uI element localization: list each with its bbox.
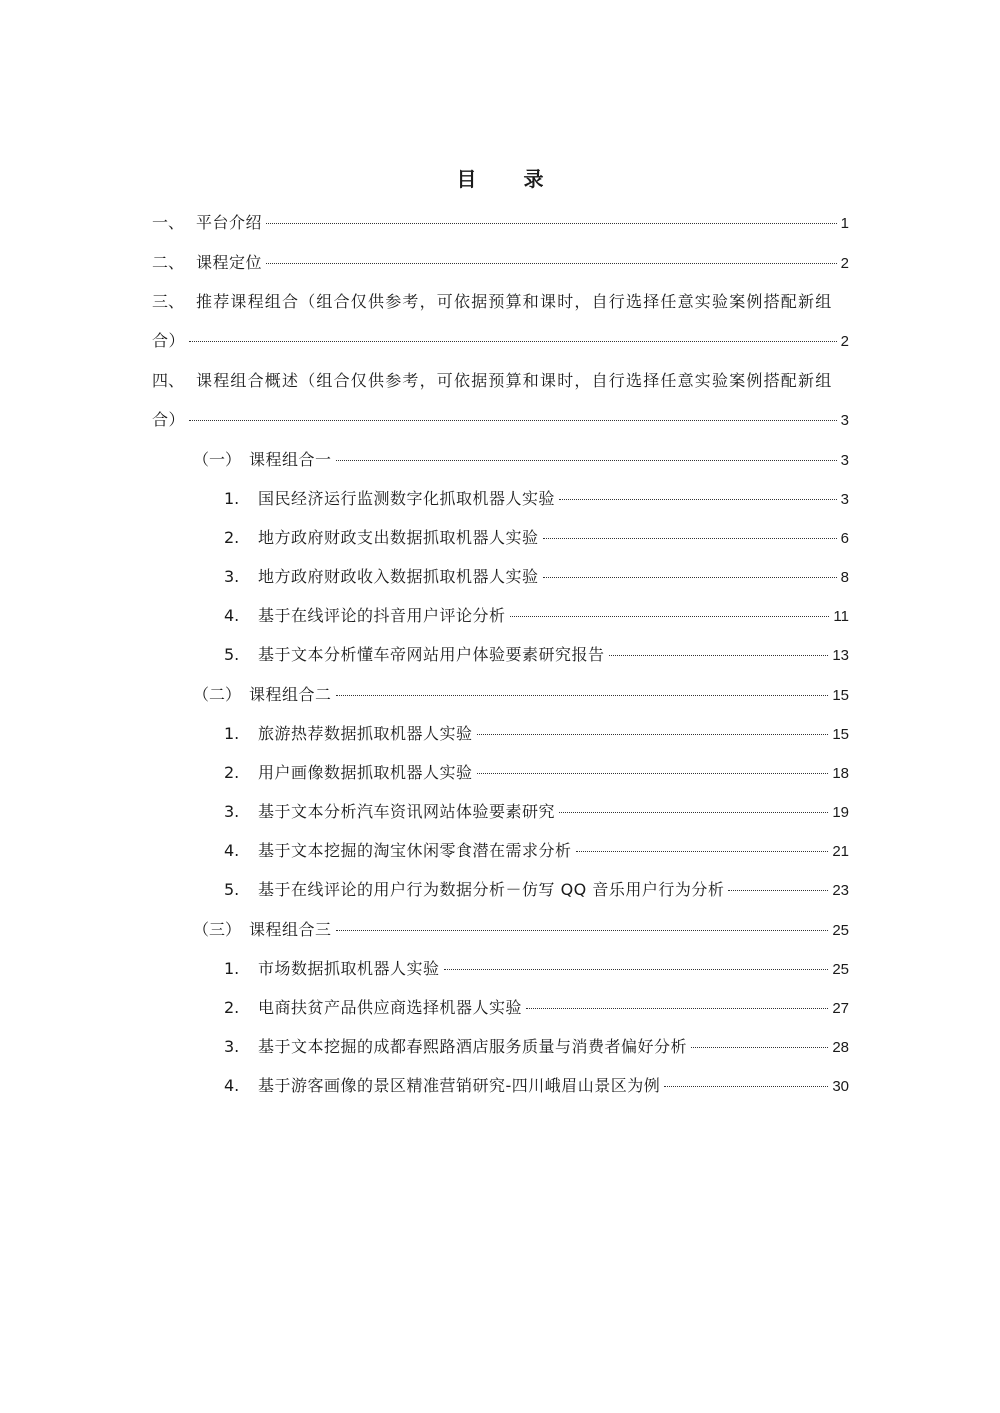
dot-leader	[336, 695, 829, 696]
toc-entry[interactable]	[224, 997, 849, 1019]
toc-entry-text: 基于在线评论的用户行为数据分析－仿写 QQ 音乐用户行为分析	[258, 880, 725, 899]
toc-entry-page: 15	[832, 726, 849, 743]
toc-entry-number: 4.	[224, 841, 240, 860]
toc-entry-number: 3.	[224, 567, 240, 586]
toc-entry[interactable]	[193, 684, 849, 706]
dot-leader	[336, 930, 829, 931]
toc-entry-page: 25	[832, 922, 849, 939]
toc-entry-page: 28	[832, 1039, 849, 1056]
dot-leader	[543, 538, 837, 539]
dot-leader	[664, 1086, 828, 1087]
toc-entry-first-line[interactable]	[152, 370, 849, 392]
toc-entry-text: 市场数据抓取机器人实验	[258, 959, 440, 978]
dot-leader	[266, 263, 837, 264]
toc-entry-number: （一）	[193, 450, 242, 469]
toc-entry-page: 21	[832, 843, 849, 860]
toc-entry-text: 基于文本挖掘的淘宝休闲零食潜在需求分析	[258, 841, 572, 860]
toc-entry-text: 课程组合二	[249, 685, 332, 704]
toc-entry-text: 平台介绍	[196, 213, 263, 232]
toc-entry[interactable]	[224, 801, 849, 823]
dot-leader	[477, 734, 829, 735]
toc-entry-text: 合）	[152, 410, 186, 429]
toc-entry-page: 3	[840, 412, 849, 429]
dot-leader	[576, 851, 829, 852]
toc-entry[interactable]	[193, 919, 849, 941]
toc-entry-number: 2.	[224, 998, 240, 1017]
toc-entry-text: 基于在线评论的抖音用户评论分析	[258, 606, 506, 625]
toc-entry-number: 3.	[224, 802, 240, 821]
dot-leader	[189, 420, 837, 421]
toc-entry-number: 1.	[224, 959, 240, 978]
toc-entry-page: 30	[832, 1078, 849, 1095]
toc-entry-text: 基于文本分析懂车帝网站用户体验要素研究报告	[258, 645, 605, 664]
dot-leader	[189, 341, 837, 342]
toc-entry-page: 8	[840, 569, 849, 586]
toc-entry-second-line[interactable]	[152, 330, 849, 352]
toc-entry-text: 基于游客画像的景区精准营销研究-四川峨眉山景区为例	[258, 1076, 661, 1095]
toc-entry-text: 基于文本挖掘的成都春熙路酒店服务质量与消费者偏好分析	[258, 1037, 688, 1056]
toc-entry-text: 课程组合概述（组合仅供参考，可依据预算和课时，自行选择任意实验案例搭配新组	[196, 371, 833, 390]
toc-entry-second-line[interactable]	[152, 409, 849, 431]
toc-entry[interactable]	[224, 566, 849, 588]
dot-leader	[477, 773, 829, 774]
toc-entry-number: 4.	[224, 1076, 240, 1095]
toc-entry[interactable]	[224, 1036, 849, 1058]
toc-entry-number: （二）	[193, 685, 242, 704]
dot-leader	[510, 616, 830, 617]
toc-entry[interactable]	[224, 958, 849, 980]
toc-entry[interactable]	[224, 762, 849, 784]
toc-entry-number: 1.	[224, 489, 240, 508]
toc-entry-number: 5.	[224, 645, 240, 664]
toc-entry-first-line[interactable]	[152, 291, 849, 313]
toc-entry-page: 6	[840, 530, 849, 547]
toc-entry-text: 旅游热荐数据抓取机器人实验	[258, 724, 473, 743]
toc-entry-page: 1	[840, 215, 849, 232]
toc-entry-number: 3.	[224, 1037, 240, 1056]
toc-entry-page: 3	[840, 491, 849, 508]
toc-entry-number: 三、	[152, 292, 185, 311]
toc-entry-page: 13	[832, 647, 849, 664]
toc-entry-number: 二、	[152, 253, 185, 272]
toc-entry-page: 23	[832, 882, 849, 899]
toc-entry-page: 11	[833, 608, 849, 625]
toc-entry-page: 2	[840, 255, 849, 272]
toc-entry[interactable]	[224, 488, 849, 510]
dot-leader	[336, 460, 837, 461]
toc-entry-page: 2	[840, 333, 849, 350]
toc-entry-number: 5.	[224, 880, 240, 899]
dot-leader	[266, 223, 837, 224]
toc-entry-text: 课程组合一	[249, 450, 332, 469]
toc-entry[interactable]	[224, 644, 849, 666]
toc-entry-text: 课程定位	[196, 253, 263, 272]
toc-entry[interactable]	[224, 605, 849, 627]
toc-entry[interactable]	[224, 840, 849, 862]
toc-entry[interactable]	[152, 212, 849, 234]
toc-entry-page: 3	[840, 452, 849, 469]
toc-entry-number: （三）	[193, 920, 242, 939]
toc-entry-page: 18	[832, 765, 849, 782]
toc-entry-text: 电商扶贫产品供应商选择机器人实验	[258, 998, 523, 1017]
dot-leader	[526, 1008, 828, 1009]
dot-leader	[559, 812, 828, 813]
toc-entry-text: 国民经济运行监测数字化抓取机器人实验	[258, 489, 556, 508]
dot-leader	[609, 655, 829, 656]
toc-entry-text: 地方政府财政支出数据抓取机器人实验	[258, 528, 539, 547]
toc-title: 目 录	[456, 167, 564, 191]
toc-entry-text: 地方政府财政收入数据抓取机器人实验	[258, 567, 539, 586]
toc-entry-text: 推荐课程组合（组合仅供参考，可依据预算和课时，自行选择任意实验案例搭配新组	[196, 292, 833, 311]
toc-entry-number: 一、	[152, 213, 185, 232]
toc-entry[interactable]	[224, 1075, 849, 1097]
toc-entry-text: 课程组合三	[249, 920, 332, 939]
toc-entry[interactable]	[224, 879, 849, 901]
toc-entry-page: 25	[832, 961, 849, 978]
toc-entry-number: 4.	[224, 606, 240, 625]
toc-entry-page: 15	[832, 687, 849, 704]
toc-entry-page: 19	[832, 804, 849, 821]
dot-leader	[691, 1047, 828, 1048]
toc-entry[interactable]	[224, 527, 849, 549]
toc-entry-number: 1.	[224, 724, 240, 743]
toc-entry-text: 合）	[152, 331, 186, 350]
toc-entry[interactable]	[224, 723, 849, 745]
toc-entry-text: 用户画像数据抓取机器人实验	[258, 763, 473, 782]
toc-entry[interactable]	[152, 252, 849, 274]
dot-leader	[728, 890, 828, 891]
toc-entry-number: 2.	[224, 763, 240, 782]
dot-leader	[444, 969, 829, 970]
dot-leader	[559, 499, 837, 500]
toc-entry-number: 2.	[224, 528, 240, 547]
toc-entry-number: 四、	[152, 371, 185, 390]
toc-entry-text: 基于文本分析汽车资讯网站体验要素研究	[258, 802, 556, 821]
dot-leader	[543, 577, 837, 578]
toc-entry-page: 27	[832, 1000, 849, 1017]
toc-entry[interactable]	[193, 449, 849, 471]
